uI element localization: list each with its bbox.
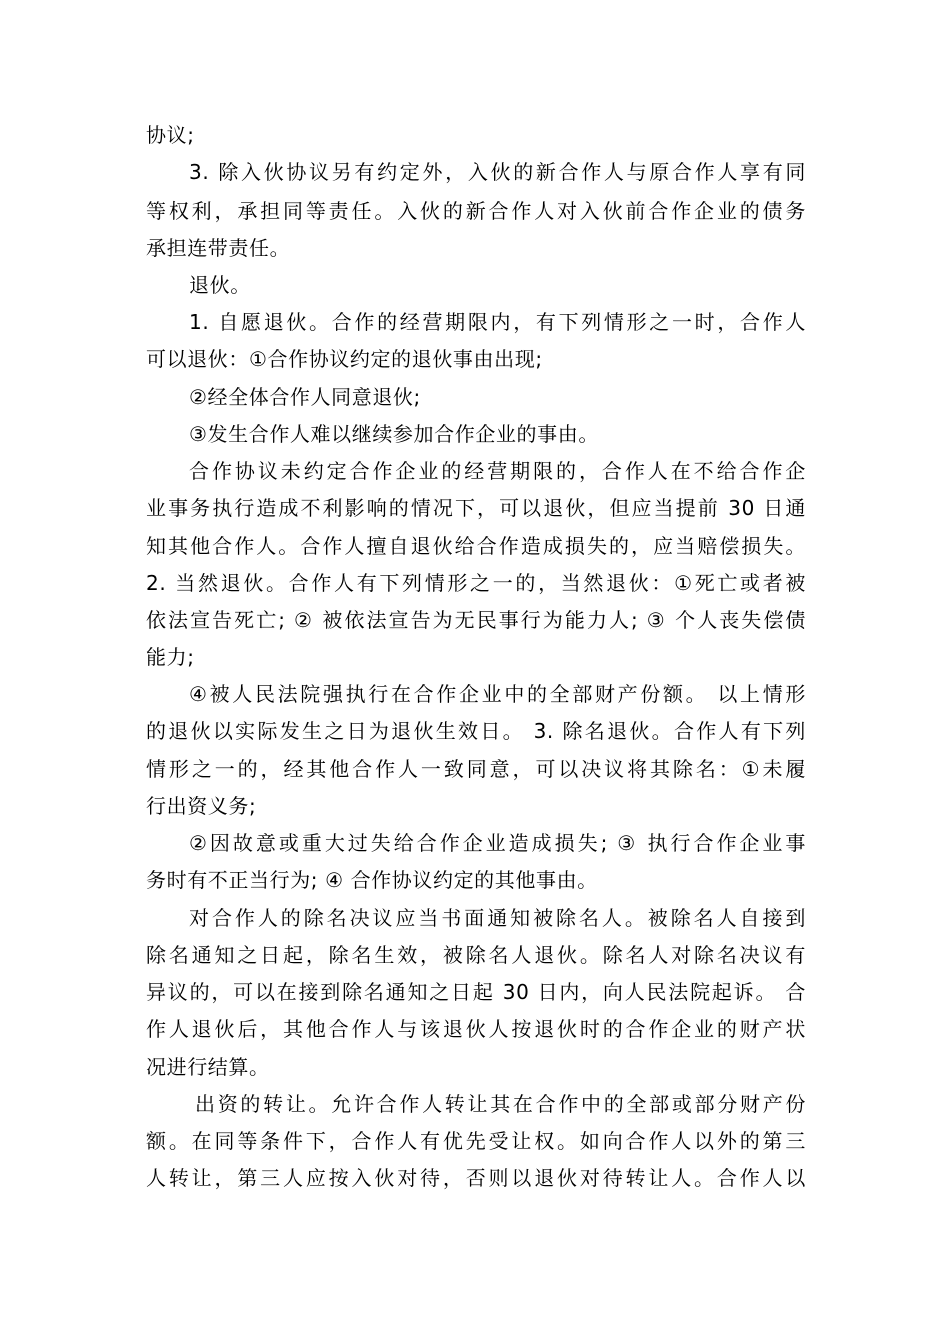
text-line: 可以退伙：①合作协议约定的退伙事由出现; [146, 347, 543, 371]
text-line: 异议的，可以在接到除名通知之日起 30 日内，向人民法院起诉。 合 [146, 980, 806, 1004]
text-line: 出资的转让。允许合作人转让其在合作中的全部或部分财产份 [195, 1092, 806, 1116]
text-line: 能力; [146, 645, 195, 669]
text-line: 业事务执行造成不利影响的情况下，可以退伙，但应当提前 30 日通 [146, 496, 806, 520]
text-line: 作人退伙后，其他合作人与该退伙人按退伙时的合作企业的财产状 [146, 1017, 806, 1041]
text-line: 退伙。 [189, 273, 251, 297]
text-line: 务时有不正当行为; ④ 合作协议约定的其他事由。 [146, 868, 598, 892]
text-line: 人转让，第三人应按入伙对待，否则以退伙对待转让人。合作人以 [146, 1166, 806, 1190]
text-line: 1. 自愿退伙。合作的经营期限内，有下列情形之一时，合作人 [189, 310, 806, 334]
text-line: 协议; [146, 123, 195, 147]
text-line: 对合作人的除名决议应当书面通知被除名人。被除名人自接到 [189, 906, 806, 930]
text-line: ③发生合作人难以继续参加合作企业的事由。 [189, 422, 599, 446]
text-line: 等权利，承担同等责任。入伙的新合作人对入伙前合作企业的债务 [146, 199, 806, 223]
text-line: 合作协议未约定合作企业的经营期限的，合作人在不给合作企 [189, 459, 806, 483]
text-line: 情形之一的，经其他合作人一致同意，可以决议将其除名：①未履 [146, 757, 806, 781]
text-line: 况进行结算。 [146, 1055, 270, 1079]
text-line: 3. 除入伙协议另有约定外，入伙的新合作人与原合作人享有同 [189, 160, 806, 184]
text-line: 依法宣告死亡; ② 被依法宣告为无民事行为能力人; ③ 个人丧失偿债 [146, 608, 806, 632]
text-line: 2. 当然退伙。合作人有下列情形之一的，当然退伙：①死亡或者被 [146, 571, 806, 595]
text-line: 的退伙以实际发生之日为退伙生效日。 3. 除名退伙。合作人有下列 [146, 719, 806, 743]
text-line: 除名通知之日起，除名生效，被除名人退伙。除名人对除名决议有 [146, 943, 806, 967]
text-line: 额。在同等条件下，合作人有优先受让权。如向合作人以外的第三 [146, 1129, 806, 1153]
text-line: 知其他合作人。合作人擅自退伙给合作造成损失的，应当赔偿损失。 [146, 534, 806, 558]
text-line: ④被人民法院强执行在合作企业中的全部财产份额。 以上情形 [189, 682, 806, 706]
text-line: 承担连带责任。 [146, 236, 291, 260]
text-line: ②经全体合作人同意退伙; [189, 385, 421, 409]
text-line: 行出资义务; [146, 794, 257, 818]
text-line: ②因故意或重大过失给合作企业造成损失; ③ 执行合作企业事 [189, 831, 806, 855]
